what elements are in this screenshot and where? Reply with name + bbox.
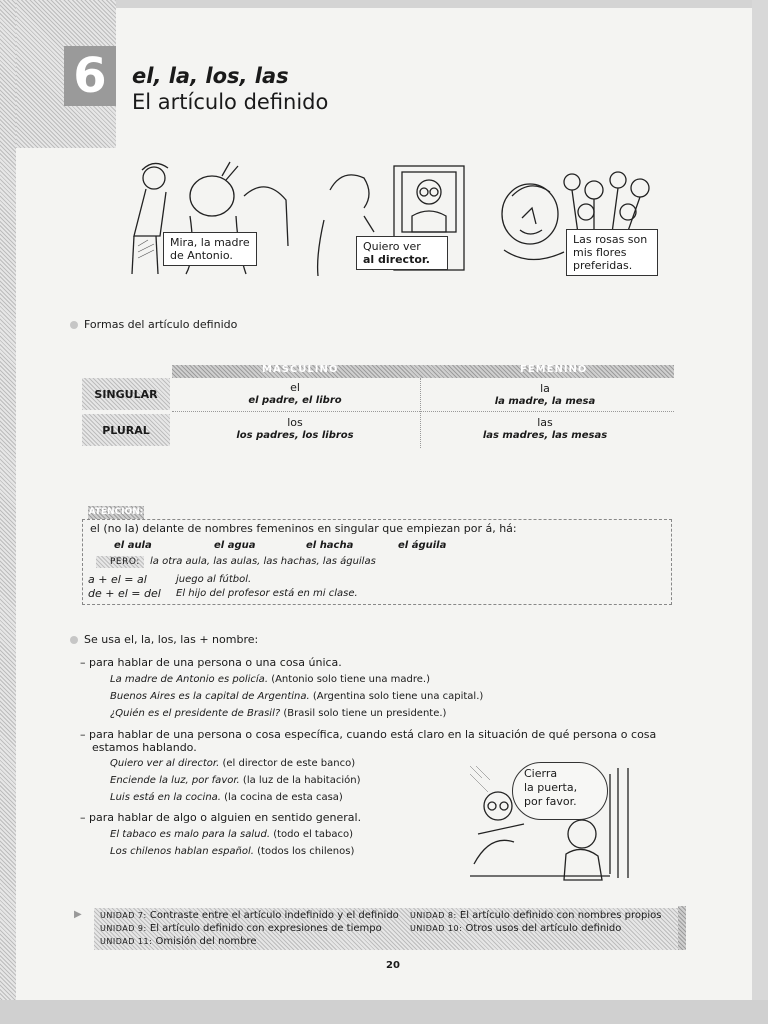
usage-heading: Se usa el, la, los, las + nombre: <box>84 633 259 646</box>
usage-example <box>110 829 353 840</box>
usage-example <box>110 792 343 803</box>
example-note: (la luz de la habitación) <box>242 775 361 786</box>
bottom-border <box>0 1000 768 1024</box>
speech-line: por favor. <box>524 795 577 808</box>
example-sentence: Los chilenos hablan español. <box>110 846 254 857</box>
caption-mother <box>163 232 257 266</box>
example-note: (Brasil solo tiene un presidente.) <box>283 708 447 719</box>
contraction-example: El hijo del profesor está en mi clase. <box>176 588 358 599</box>
example-note: (el director de este banco) <box>222 758 356 769</box>
cross-ref-text: El artículo definido con nombres propios <box>459 910 662 921</box>
bullet-icon <box>70 321 78 329</box>
article-example: el padre, el libro <box>248 395 342 406</box>
caption-roses <box>566 229 658 276</box>
atencion-example: el aula <box>114 540 152 551</box>
usage-example <box>110 775 361 786</box>
cross-ref-left <box>100 923 382 934</box>
article-example: las madres, las mesas <box>482 430 608 441</box>
unit-title: el, la, los, las <box>132 64 289 88</box>
pointer-icon: ▶ <box>74 909 82 920</box>
unit-number-box <box>64 46 116 106</box>
example-sentence: Buenos Aires es la capital de Argentina. <box>110 691 310 702</box>
caption-line: al director. <box>363 253 430 266</box>
usage-section-title-cont: estamos hablando. <box>92 741 197 754</box>
caption-line: preferidas. <box>573 259 633 272</box>
example-note: (la cocina de esta casa) <box>224 792 343 803</box>
unit-subtitle: El artículo definido <box>132 90 329 114</box>
article: el <box>290 381 300 394</box>
pero-text: la otra aula, las aulas, las hachas, las águilas <box>150 556 376 567</box>
cross-ref-right <box>410 910 661 921</box>
cross-ref-unit: UNIDAD 10: <box>410 924 463 933</box>
caption-line: Quiero ver <box>363 240 421 253</box>
usage-section-title: – para hablar de una persona o cosa específica, cuando está claro en la situación de qué persona o cosa <box>80 728 657 741</box>
example-note: (Antonio solo tiene una madre.) <box>271 674 430 685</box>
usage-example <box>110 846 354 857</box>
speech-line: la puerta, <box>524 781 578 794</box>
usage-example <box>110 708 446 719</box>
cross-ref-right <box>410 923 621 934</box>
usage-example <box>110 691 483 702</box>
example-sentence: El tabaco es malo para la salud. <box>110 829 271 840</box>
cross-ref-left <box>100 910 399 921</box>
row-label-plural: PLURAL <box>82 414 170 446</box>
left-margin-strip <box>0 0 16 1024</box>
unit-number: 6 <box>73 48 107 104</box>
right-margin-strip <box>752 0 768 1024</box>
caption-line: Las rosas son <box>573 233 648 246</box>
atencion-example: el agua <box>214 540 256 551</box>
speech-line: Cierra <box>524 767 558 780</box>
example-sentence: La madre de Antonio es policía. <box>110 674 268 685</box>
example-sentence: Luis está en la cocina. <box>110 792 221 803</box>
caption-line: mis flores <box>573 246 627 259</box>
usage-example <box>110 674 430 685</box>
example-sentence: ¿Quién es el presidente de Brasil? <box>110 708 281 719</box>
caption-director <box>356 236 448 270</box>
cell-masc-singular <box>200 381 390 407</box>
speech-bubble-text <box>524 767 577 809</box>
atencion-rule: el (no la) delante de nombres femeninos en singular que empiezan por á, há: <box>90 522 517 535</box>
cell-fem-plural <box>450 416 640 442</box>
cross-ref-left <box>100 936 257 947</box>
atencion-example: el hacha <box>306 540 354 551</box>
cross-ref-text: Otros usos del artículo definido <box>465 923 622 934</box>
caption-line: Mira, la madre <box>170 236 250 249</box>
atencion-example: el águila <box>398 540 447 551</box>
bullet-icon <box>70 636 78 644</box>
example-sentence: Enciende la luz, por favor. <box>110 775 240 786</box>
cross-ref-unit: UNIDAD 9: <box>100 924 147 933</box>
col-divider <box>420 378 421 448</box>
row-divider <box>172 411 674 412</box>
cross-ref-end-marker <box>678 906 686 950</box>
contraction-rule: de + el = del <box>88 587 161 600</box>
col-masculine: MASCULINO <box>262 364 339 375</box>
article-example: la madre, la mesa <box>494 396 596 407</box>
article: la <box>540 382 550 395</box>
cross-ref-unit: UNIDAD 8: <box>410 911 457 920</box>
example-sentence: Quiero ver al director. <box>110 758 220 769</box>
forms-heading: Formas del artículo definido <box>84 318 238 331</box>
page-number: 20 <box>386 960 400 971</box>
cross-ref-text: Omisión del nombre <box>155 936 257 947</box>
article: los <box>287 416 303 429</box>
usage-section-title: – para hablar de algo o alguien en sentido general. <box>80 811 362 824</box>
atencion-tag: ATENCIÓN: <box>88 507 144 517</box>
cross-ref-text: El artículo definido con expresiones de tiempo <box>149 923 382 934</box>
contraction-rule: a + el = al <box>88 573 147 586</box>
caption-line: de Antonio. <box>170 249 233 262</box>
example-note: (Argentina solo tiene una capital.) <box>312 691 484 702</box>
cross-ref-unit: UNIDAD 11: <box>100 937 153 946</box>
article: las <box>537 416 553 429</box>
usage-section-title: – para hablar de una persona o una cosa única. <box>80 656 342 669</box>
example-note: (todos los chilenos) <box>257 846 355 857</box>
cross-ref-text: Contraste entre el artículo indefinido y el definido <box>149 910 399 921</box>
col-feminine: FEMENINO <box>520 364 588 375</box>
cell-masc-plural <box>200 416 390 442</box>
contraction-example: juego al fútbol. <box>176 574 252 585</box>
pero-label: PERO: <box>110 557 140 567</box>
table-header-bar <box>172 365 674 378</box>
usage-example <box>110 758 355 769</box>
cross-ref-unit: UNIDAD 7: <box>100 911 147 920</box>
article-example: los padres, los libros <box>236 430 354 441</box>
cell-fem-singular <box>450 382 640 408</box>
row-label-singular: SINGULAR <box>82 378 170 410</box>
example-note: (todo el tabaco) <box>273 829 353 840</box>
